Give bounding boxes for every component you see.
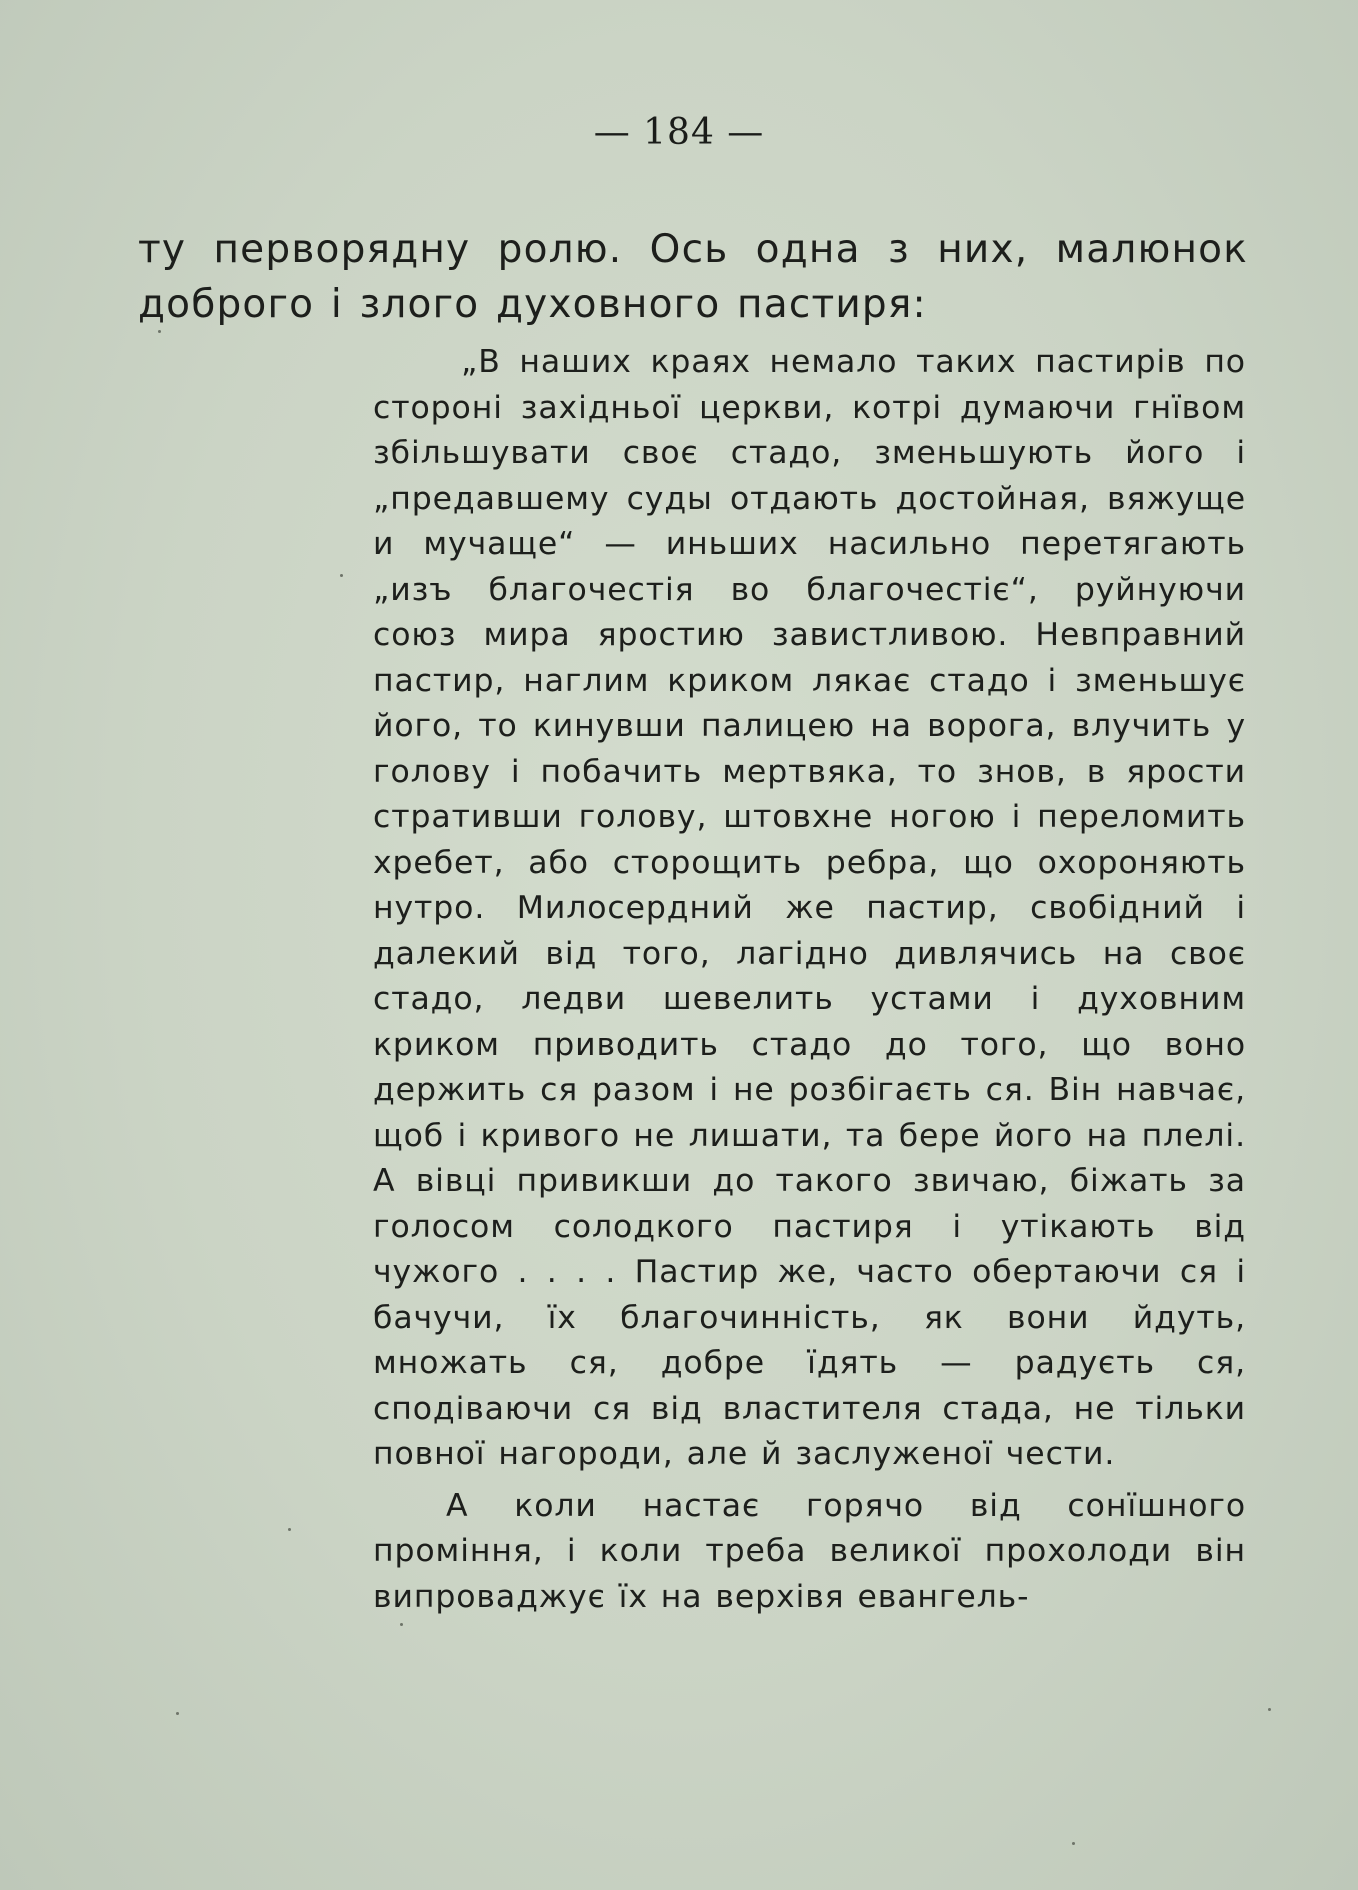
paper-speck	[176, 1712, 179, 1715]
follow-paragraph: А коли настає горячо від сонїшного проміння, і коли треба великої прохолоди він випроваджує їх на верхівя евангель-	[373, 1487, 1246, 1615]
paper-speck	[288, 1528, 291, 1531]
quote-block	[373, 340, 1246, 1620]
paper-speck	[340, 574, 343, 577]
page-number: — 184 —	[593, 112, 765, 153]
paper-speck	[1268, 1708, 1271, 1711]
paper-speck	[1072, 1842, 1075, 1845]
paper-speck	[158, 330, 161, 333]
lead-paragraph: ту первоpядну ролю. Ось одна з них, малюнок доброго і злого духовного пастиря:	[138, 227, 1248, 327]
paper-speck	[400, 1623, 403, 1626]
quote-paragraph: „В наших краях немало таких пастирів по стороні західньої церкви, котрі думаючи гнївом збільшувати своє стадо, зменьшують його і „предавшему суды отдають достойная, вяжуще и мучаще“ — иньших насильно перетягають „изъ благочестія во благочестіє“, руйнуючи союз мира яростию завистливою. Невправний пастир, наглим криком лякає стадо і зменьшує його, то кинувши палицею на ворога, влучить у голову і побачить мертвяка, то знов, в ярости стративши голову, штовхне ногою і переломить хребет, або сторощить ребра, що охороняють нутро. Милосердний же пастир, свобідний і далекий від того, лагідно дивлячись на своє стадо, ледви шевелить устами і духовним криком приводить стадо до того, що воно держить ся разом і не розбігаєть ся. Він навчає, щоб і кривого не лишати, та бере його на плелі. А вівці привикши до такого звичаю, біжать за голосом солодкого пастиря і утікають від чужого . . . . Пастир же, часто обертаючи ся і бачучи, їх благочинність, як вони йдуть, множать ся, добре їдять — радуєть ся, сподіваючи ся від властителя стада, не тільки повної нагороди, але й заслуженої чести.	[373, 344, 1246, 1472]
